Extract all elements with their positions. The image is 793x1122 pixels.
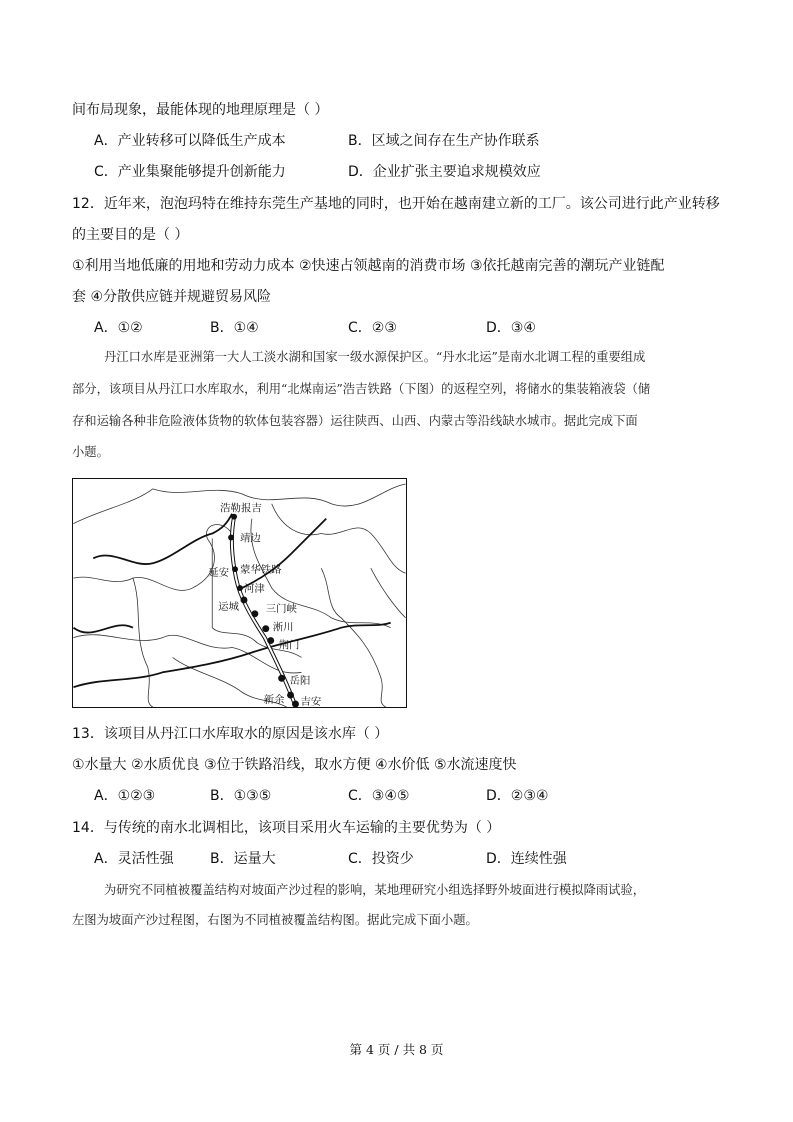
station-dot-jingbian bbox=[228, 535, 234, 541]
station-dot-yueyang bbox=[278, 675, 285, 682]
q14-option-d: D．连续性强 bbox=[486, 851, 567, 867]
q13-option-a: A．①②③ bbox=[94, 788, 156, 804]
label-xichuan: 淅川 bbox=[272, 621, 294, 634]
station-dot-yanan bbox=[232, 566, 238, 572]
label-sanmenxia: 三门峡 bbox=[265, 602, 297, 615]
label-yueyang: 岳阳 bbox=[289, 675, 311, 688]
haoji-railway-map bbox=[72, 478, 407, 708]
material1-line4: 小题。 bbox=[72, 445, 109, 459]
station-dot-xichuan bbox=[262, 625, 269, 632]
q12-items-line1: ①利用当地低廉的用地和劳动力成本 ②快速占领越南的消费市场 ③依托越南完善的潮玩产业链配 bbox=[72, 258, 665, 274]
q14-option-b: B．运量大 bbox=[210, 851, 276, 867]
material1-line2: 部分，该项目从丹江口水库取水，利用“北煤南运”浩吉铁路（下图）的返程空列，将储水的集装箱液袋（储 bbox=[72, 382, 651, 396]
label-jian: 吉安 bbox=[300, 696, 322, 708]
station-dot-xinyu bbox=[287, 692, 294, 699]
q11-option-c: C．产业集聚能够提升创新能力 bbox=[94, 164, 286, 180]
q11-option-b: B．区域之间存在生产协作联系 bbox=[348, 133, 540, 149]
station-dot-jian bbox=[292, 701, 299, 708]
station-dot-hejin bbox=[237, 585, 243, 591]
q14-stem: 14．与传统的南水北调相比，该项目采用火车运输的主要优势为（ ） bbox=[72, 820, 501, 836]
label-menghua-railway: 蒙华铁路 bbox=[239, 564, 282, 577]
q11-option-d: D．企业扩张主要追求规模效应 bbox=[348, 164, 541, 180]
page-number: 第 4 页 / 共 8 页 bbox=[349, 1042, 444, 1057]
label-hejin: 河津 bbox=[243, 583, 265, 596]
q12-stem-line2: 的主要目的是（ ） bbox=[72, 227, 189, 243]
q12-items-line2: 套 ④分散供应链并规避贸易风险 bbox=[72, 289, 272, 305]
label-yuncheng: 运城 bbox=[218, 600, 239, 613]
q11-stem-continuation: 间布局现象，最能体现的地理原理是（ ） bbox=[72, 102, 329, 118]
station-dot-jingmen bbox=[267, 637, 274, 644]
label-jingmen: 荆门 bbox=[278, 639, 300, 652]
station-dot-yuncheng bbox=[240, 596, 247, 603]
q13-stem: 13．该项目从丹江口水库取水的原因是该水库（ ） bbox=[72, 726, 389, 742]
q13-option-c: C．③④⑤ bbox=[348, 788, 410, 804]
q13-option-d: D．②③④ bbox=[486, 788, 549, 804]
station-dot-sanmenxia bbox=[251, 610, 258, 617]
label-yanan: 延安 bbox=[208, 567, 230, 580]
q14-option-c: C．投资少 bbox=[348, 851, 414, 867]
q12-stem-line1: 12．近年来，泡泡玛特在维持东莞生产基地的同时，也开始在越南建立新的工厂。该公司进行此产业转移 bbox=[72, 196, 720, 212]
q12-option-c: C．②③ bbox=[348, 320, 397, 336]
q12-option-a: A．①② bbox=[94, 320, 143, 336]
material2-line1: 为研究不同植被覆盖结构对坡面产沙过程的影响，某地理研究小组选择野外坡面进行模拟降雨试验， bbox=[104, 883, 646, 897]
label-xinyu: 新余 bbox=[263, 694, 285, 707]
label-haolebaoji: 浩勒报吉 bbox=[220, 502, 262, 515]
q11-option-a: A．产业转移可以降低生产成本 bbox=[94, 133, 286, 149]
material1-line1: 丹江口水库是亚洲第一大人工淡水湖和国家一级水源保护区。“丹水北运”是南水北调工程的重要组成 bbox=[104, 350, 646, 364]
q12-option-b: B．①④ bbox=[210, 320, 259, 336]
q14-option-a: A．灵活性强 bbox=[94, 851, 174, 867]
label-jingbian: 靖边 bbox=[239, 532, 261, 545]
q12-option-d: D．③④ bbox=[486, 320, 536, 336]
material2-line2: 左图为坡面产沙过程图，右图为不同植被覆盖结构图。据此完成下面小题。 bbox=[72, 913, 478, 927]
q13-items: ①水量大 ②水质优良 ③位于铁路沿线，取水方便 ④水价低 ⑤水流速度快 bbox=[72, 757, 517, 773]
q13-option-b: B．①③⑤ bbox=[210, 788, 272, 804]
material1-line3: 存和运输各种非危险液体货物的软体包装容器）运往陕西、山西、内蒙古等沿线缺水城市。据此完成下面 bbox=[72, 414, 638, 428]
